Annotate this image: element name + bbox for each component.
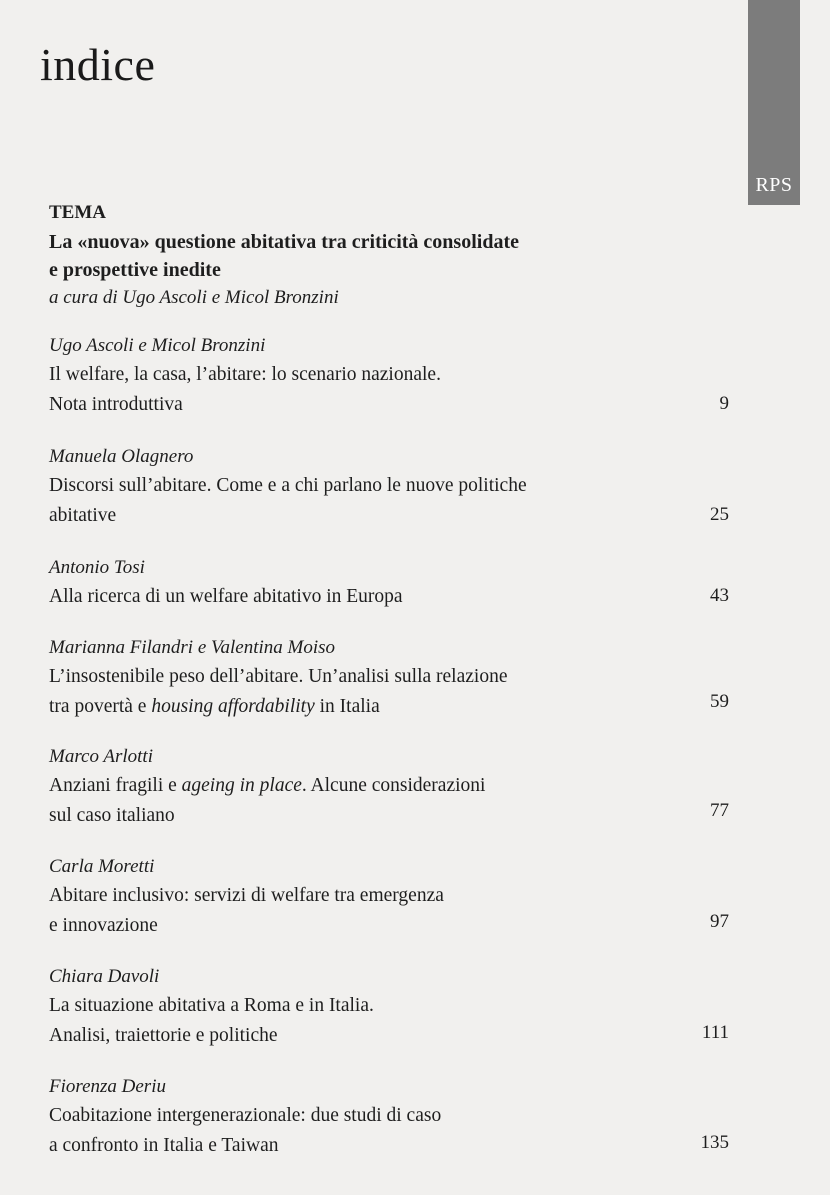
entry-page-number: 111 (701, 1022, 729, 1043)
entry-title-text: Anziani fragili e (49, 775, 182, 796)
entry-title-line: Il welfare, la casa, l’abitare: lo scenario nazionale. (49, 364, 441, 385)
entry-title-line: Alla ricerca di un welfare abitativo in Europa (49, 586, 403, 607)
entry-author: Carla Moretti (49, 856, 155, 877)
toc-entry[interactable] (49, 332, 729, 420)
entry-title-line (49, 692, 649, 722)
entry-title-line: Discorsi sull’abitare. Come e a chi parlano le nuove politiche (49, 475, 527, 496)
section-title-line1: La «nuova» questione abitativa tra criticità consolidate (49, 231, 519, 253)
entry-page-number: 77 (710, 800, 729, 821)
entry-author: Antonio Tosi (49, 557, 145, 578)
section-header (49, 200, 739, 311)
page-title: indice (40, 39, 156, 90)
entry-author: Marianna Filandri e Valentina Moiso (49, 637, 336, 658)
toc-entry[interactable] (49, 634, 729, 722)
entry-title-line: Coabitazione intergenerazionale: due studi di caso (49, 1105, 442, 1126)
toc-entry[interactable] (49, 1073, 729, 1161)
entry-page-number: 25 (710, 504, 729, 525)
entry-title-italic: housing affordability (151, 696, 315, 717)
section-label: TEMA (49, 202, 106, 223)
section-title-line2: e prospettive inedite (49, 259, 221, 281)
toc-entry[interactable] (49, 443, 729, 531)
entry-author: Marco Arlotti (49, 746, 153, 767)
entry-title (49, 471, 649, 531)
entry-title-text: tra povertà e (49, 696, 152, 717)
entry-title-text: in Italia (314, 696, 380, 717)
entry-title-line: abitative (49, 505, 117, 526)
entry-title-line (49, 771, 649, 801)
entry-author: Fiorenza Deriu (49, 1076, 166, 1097)
entry-author: Manuela Olagnero (49, 446, 194, 467)
entry-title (49, 360, 649, 420)
entry-title-line: Nota introduttiva (49, 394, 183, 415)
section-editors: a cura di Ugo Ascoli e Micol Bronzini (49, 287, 339, 308)
entry-page-number: 135 (700, 1132, 729, 1153)
section-title (49, 228, 739, 284)
journal-tab (748, 0, 800, 205)
toc-entry[interactable] (49, 554, 729, 612)
entry-title (49, 1101, 649, 1161)
entry-page-number: 97 (710, 911, 729, 932)
entry-title (49, 662, 649, 722)
entry-title-line: Analisi, traiettorie e politiche (49, 1025, 278, 1046)
entry-author: Chiara Davoli (49, 966, 160, 987)
entry-title (49, 582, 649, 612)
entry-title-line: sul caso italiano (49, 805, 175, 826)
toc-entry[interactable] (49, 853, 729, 941)
entry-title-line: e innovazione (49, 915, 158, 936)
entry-page-number: 43 (710, 585, 729, 606)
entry-author: Ugo Ascoli e Micol Bronzini (49, 335, 266, 356)
entry-title (49, 991, 649, 1051)
entry-title (49, 881, 649, 941)
entry-title-line: Abitare inclusivo: servizi di welfare tra emergenza (49, 885, 444, 906)
entry-page-number: 59 (710, 691, 729, 712)
entry-title-line: L’insostenibile peso dell’abitare. Un’analisi sulla relazione (49, 666, 508, 687)
entry-title-text: . Alcune considerazioni (301, 775, 486, 796)
entry-title-italic: ageing in place (181, 775, 302, 796)
journal-tab-label: RPS (755, 174, 793, 196)
entry-title-line: a confronto in Italia e Taiwan (49, 1135, 279, 1156)
entry-title (49, 771, 649, 831)
entry-page-number: 9 (719, 393, 729, 414)
toc-entry[interactable] (49, 963, 729, 1051)
entry-title-line: La situazione abitativa a Roma e in Italia. (49, 995, 374, 1016)
toc-entry[interactable] (49, 743, 729, 831)
